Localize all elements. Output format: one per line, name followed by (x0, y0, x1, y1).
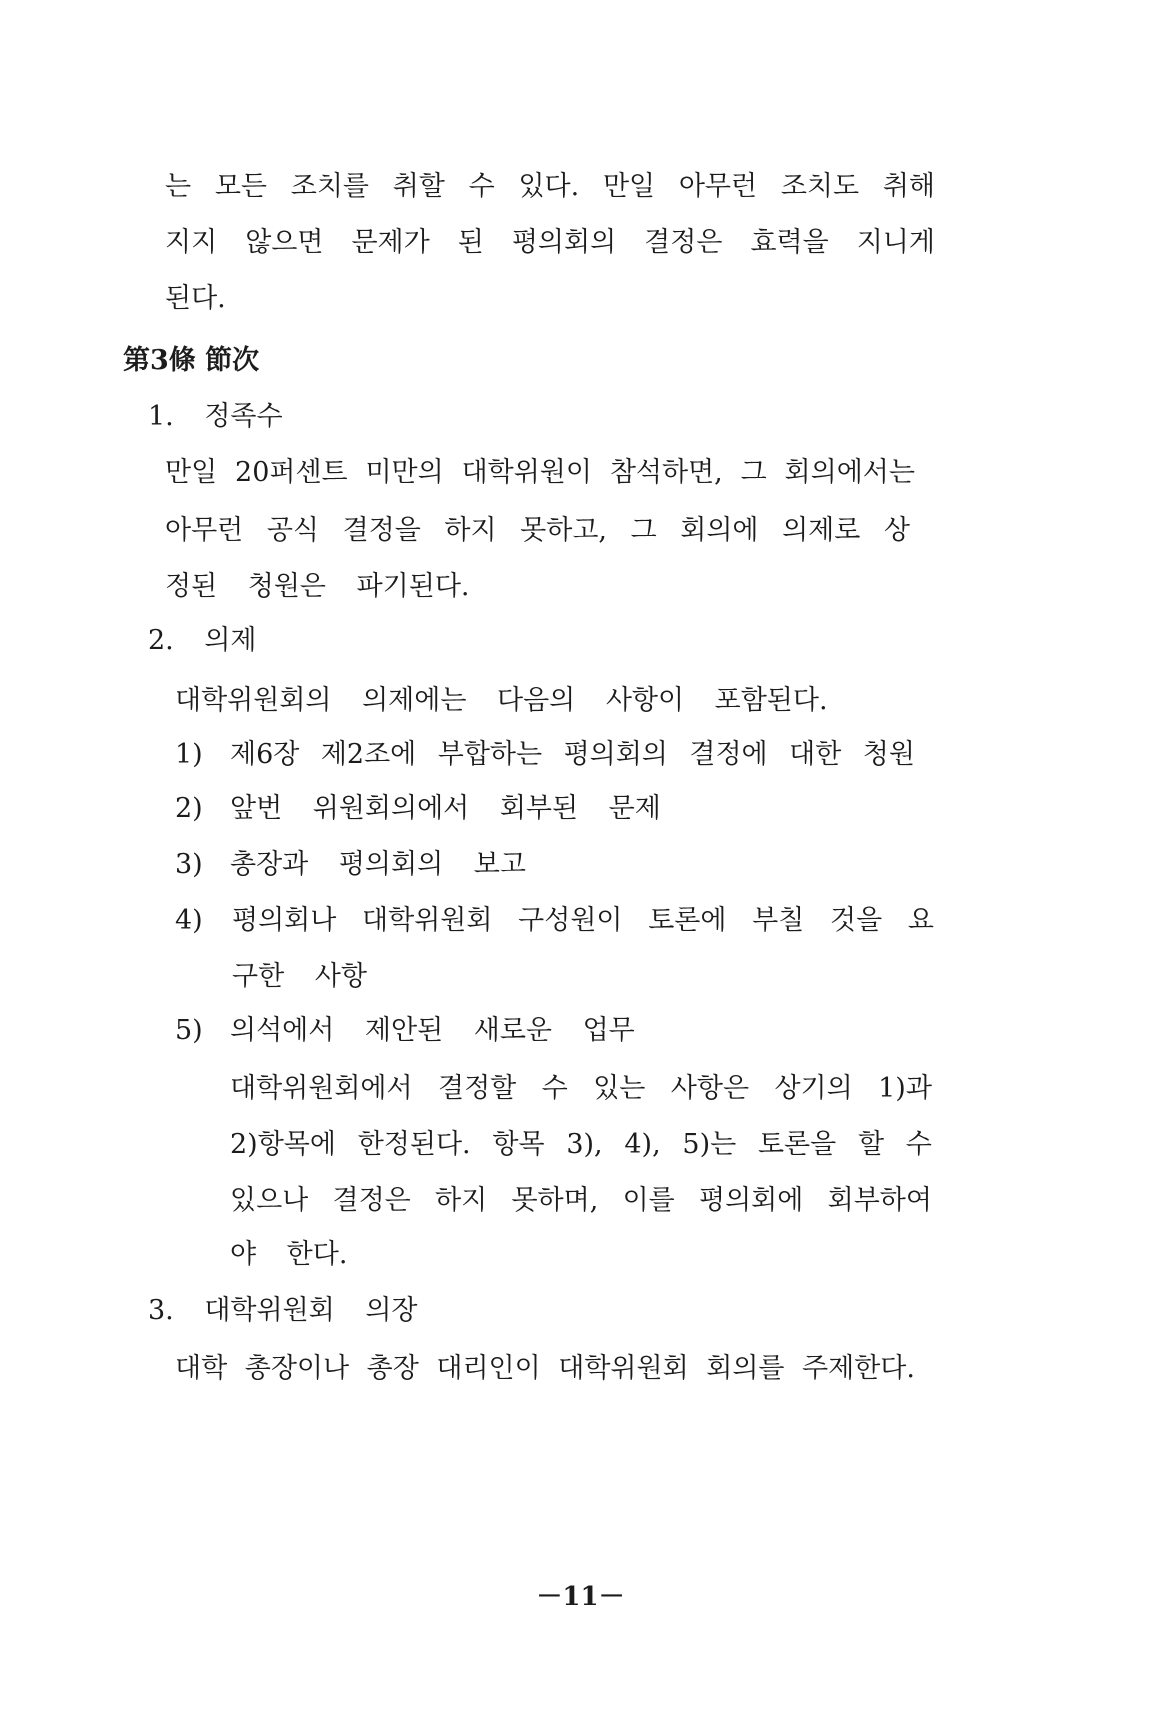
word: 된 (457, 227, 484, 258)
item-1-line-1 (230, 738, 915, 772)
word: 한정된다. (357, 1129, 471, 1160)
word: 것을 (830, 905, 883, 936)
item-4-number: 4) (175, 905, 203, 936)
word: 결정을 (342, 515, 421, 546)
section-1-title: 1. 정족수 (148, 401, 283, 432)
word: 못하며, (511, 1185, 599, 1216)
word: 주제한다. (802, 1353, 915, 1384)
word: 사항은 (670, 1073, 750, 1104)
section-1-line-1 (165, 456, 915, 490)
word: 항목 (492, 1129, 545, 1160)
word: 20퍼센트 (235, 457, 348, 488)
article-heading: 第3條 節次 (123, 345, 260, 376)
continuation-line-3: 된다. (165, 283, 226, 314)
word: 3), (566, 1129, 603, 1160)
word: 만일 (165, 457, 218, 488)
word: 회부하여 (827, 1185, 932, 1216)
word: 토론에 (648, 905, 727, 936)
word: 지니게 (856, 227, 935, 258)
word: 있다. (518, 171, 580, 202)
section-2-title: 2. 의제 (148, 625, 257, 656)
word: 조치를 (290, 171, 369, 202)
word: 제2조에 (320, 739, 417, 770)
continuation-line-1 (165, 170, 935, 204)
word: 는 (165, 171, 192, 202)
word: 대학위원회 (558, 1353, 689, 1384)
word: 총장 (366, 1353, 419, 1384)
word: 할 (857, 1129, 885, 1160)
word: 대학위원회에서 (230, 1073, 413, 1104)
word: 평의회에 (699, 1185, 804, 1216)
word: 평의회의 (511, 227, 617, 258)
word: 결정에 (689, 739, 768, 770)
word: 그 (630, 515, 657, 546)
word: 의제로 (782, 515, 861, 546)
word: 만일 (602, 171, 656, 202)
item-2-number: 2) (175, 793, 203, 824)
word: 지지 (165, 227, 218, 258)
word: 참석하면, (609, 457, 723, 488)
word: 대리인이 (436, 1353, 541, 1384)
word: 수 (905, 1129, 932, 1160)
word: 그 (740, 457, 767, 488)
item-3-line-1: 총장과 평의회의 보고 (230, 849, 526, 880)
word: 이를 (622, 1185, 675, 1216)
word: 부칠 (752, 905, 805, 936)
note-line-1 (230, 1072, 932, 1106)
word: 결정은 (644, 227, 723, 258)
word: 효력을 (750, 227, 829, 258)
word: 대학위원회 (362, 905, 493, 936)
word: 하지 (435, 1185, 488, 1216)
word: 회의를 (706, 1353, 785, 1384)
word: 회의에서는 (784, 457, 915, 488)
word: 상 (883, 515, 910, 546)
word: 있으나 (230, 1185, 309, 1216)
section-2-intro: 대학위원회의 의제에는 다음의 사항이 포함된다. (175, 685, 828, 716)
section-3-line-1 (175, 1352, 915, 1386)
word: 조치도 (780, 171, 860, 202)
word: 문제가 (351, 227, 430, 258)
item-2-line-1: 앞번 위원회의에서 회부된 문제 (230, 793, 661, 824)
word: 모든 (214, 171, 267, 202)
word: 청원 (862, 739, 915, 770)
item-4-line-2: 구한 사항 (232, 961, 367, 992)
section-1-line-2 (165, 514, 910, 548)
item-1-number: 1) (175, 739, 203, 770)
note-line-4: 야 한다. (230, 1239, 348, 1270)
word: 제6장 (230, 739, 300, 770)
word: 아무런 (165, 515, 244, 546)
word: 1)과 (878, 1073, 932, 1104)
continuation-line-2 (165, 226, 935, 260)
word: 토론을 (757, 1129, 837, 1160)
word: 2)항목에 (230, 1129, 336, 1160)
note-line-3 (230, 1184, 932, 1218)
item-5-line-1: 의석에서 제안된 새로운 업무 (230, 1015, 635, 1046)
item-4-line-1 (232, 904, 934, 938)
word: 결정할 (438, 1073, 517, 1104)
word: 미만의 (365, 457, 444, 488)
word: 4), (624, 1129, 661, 1160)
word: 않으면 (245, 227, 324, 258)
word: 상기의 (774, 1073, 853, 1104)
page-number: －11－ (536, 1582, 625, 1612)
word: 총장이나 (244, 1353, 350, 1384)
note-line-2 (230, 1128, 932, 1162)
word: 부합하는 (437, 739, 543, 770)
word: 평의회나 (232, 905, 337, 936)
item-5-number: 5) (175, 1015, 203, 1046)
word: 못하고, (520, 515, 607, 546)
section-3-title: 3. 대학위원회 의장 (148, 1295, 418, 1326)
word: 평의회의 (563, 739, 668, 770)
word: 아무런 (678, 171, 758, 202)
word: 수 (468, 171, 495, 202)
word: 결정은 (332, 1185, 411, 1216)
section-1-line-3: 정된 청원은 파기된다. (165, 571, 470, 602)
item-3-number: 3) (175, 849, 203, 880)
word: 수 (541, 1073, 568, 1104)
word: 하지 (444, 515, 497, 546)
word: 취해 (882, 171, 935, 202)
word: 공식 (266, 515, 319, 546)
word: 5)는 (682, 1129, 737, 1160)
word: 요 (907, 905, 934, 936)
word: 대학 (175, 1353, 228, 1384)
word: 대학위원이 (461, 457, 592, 488)
word: 있는 (593, 1073, 646, 1104)
word: 대한 (789, 739, 842, 770)
word: 구성원이 (518, 905, 623, 936)
word: 회의에 (680, 515, 759, 546)
word: 취할 (392, 171, 445, 202)
